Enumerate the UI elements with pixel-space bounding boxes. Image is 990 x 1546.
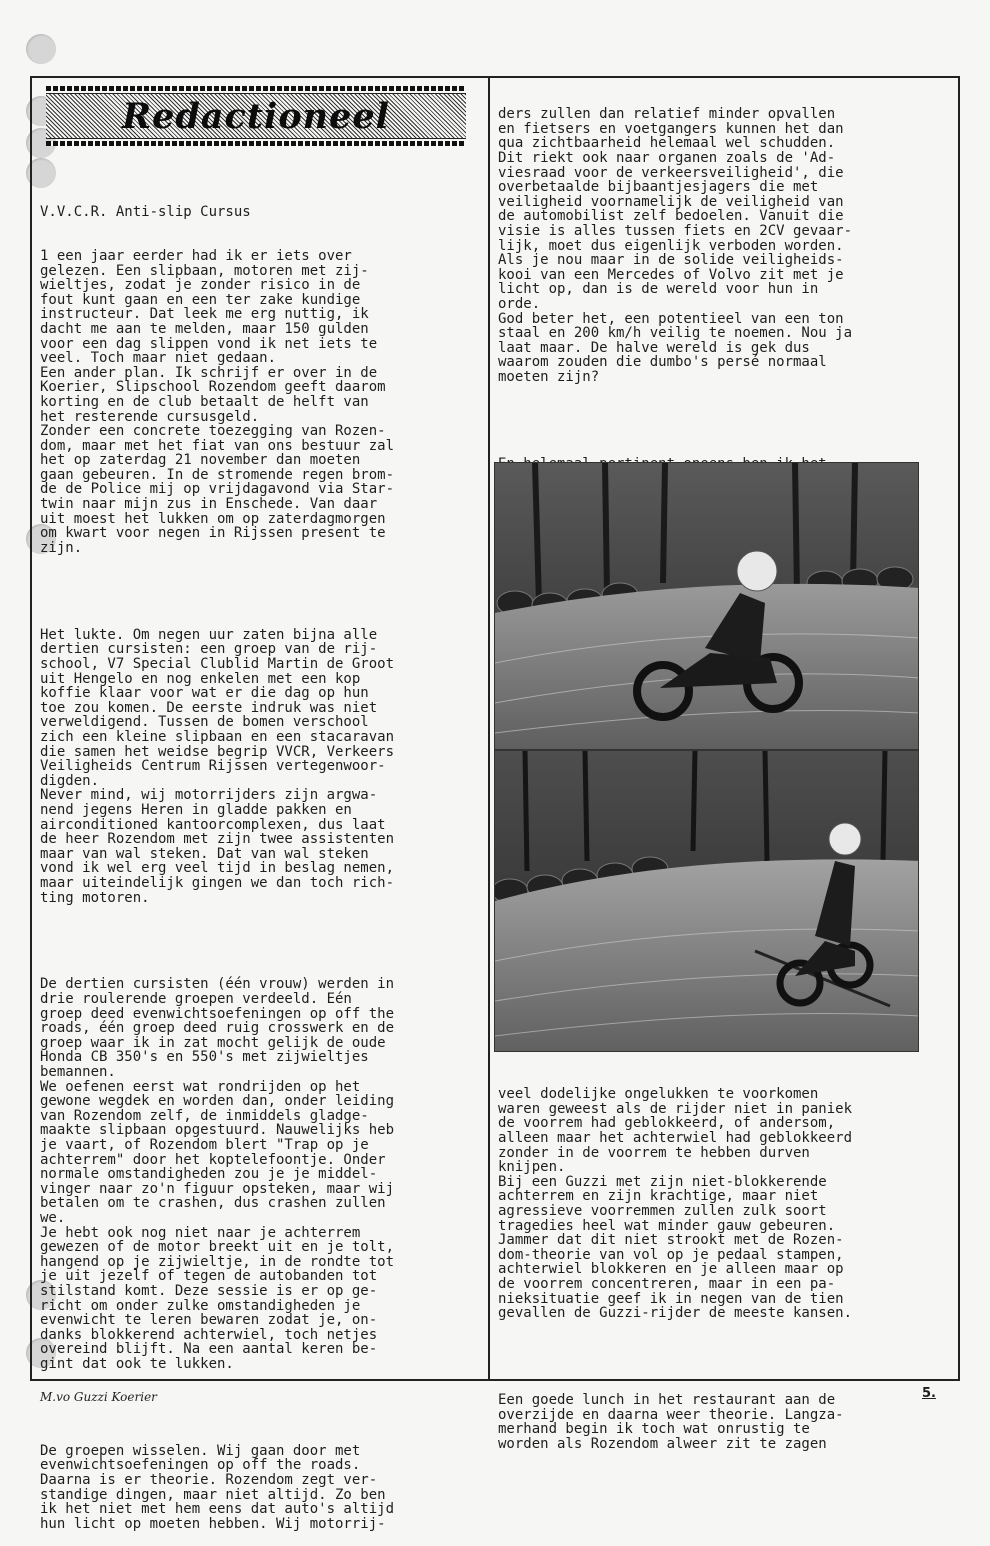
magazine-name: M.vo Guzzi Koerier	[40, 1390, 157, 1404]
motorcycle-photo-2-image	[495, 751, 919, 1052]
article-paragraph: veel dodelijke ongelukken te voorkomen waren geweest als de rijder niet in paniek de voorrem had geblokkeerd, of andersom, alleen maar het achterwiel had geblokkeerd zonder in de voorrem te hebben durven knijpen. Bij een Guzzi met zijn niet-blokkerende achterrem en zijn krachtige, maar niet agressieve voorremmen zullen zulk soort tragedies heel wat minder gauw gebeuren. Jammer dat dit niet strookt met de Rozen- dom-theorie van vol op je pedaal stampen, achterwiel blokkeren en je alleen maar op de voorrem concentreren, maar in een pa- nieksituatie geef ik in negen van de tien gevallen de Guzzi-rijder de meeste kansen.	[498, 1086, 853, 1322]
article-paragraph: De groepen wisselen. Wij gaan door met evenwichtsoefeningen op off the roads. Daarna is er theorie. Rozendom zegt ver- standige dingen, maar niet altijd. Zo ben ik het niet met hem eens dat auto's altijd hun licht op moeten hebben. Wij motorrij-	[40, 1442, 395, 1532]
article-paragraph: ders zullen dan relatief minder opvallen en fietsers en voetgangers kunnen het dan qua zichtbaarheid helemaal wel schudden. Dit riekt ook naar organen zoals de 'Ad- viesraad voor de verkeersveiligheid', die overbetaalde bijbaantjesjagers die met veiligheid voornamelijk de veiligheid van de automobilist zelf bedoelen. Vanuit die visie is alles tussen fiets en 2CV gevaar- lijk, moet dus eigenlijk verboden worden. Als je nou maar in de solide veiligheids- kooi van een Mercedes of Volvo zit met je licht op, dan is de wereld voor hun in orde. God beter het, een potentieel van een ton staal en 200 km/h veilig te noemen. Nou ja laat maar. De halve wereld is gek dus waarom zouden die dumbo's persé normaal moeten zijn?	[498, 106, 853, 385]
left-column	[40, 176, 480, 1546]
masthead-rule-bottom	[46, 141, 466, 146]
motorcycle-photo-2	[494, 750, 919, 1052]
motorcycle-photo-1-image	[495, 463, 919, 750]
motorcycle-photo-1	[494, 462, 919, 750]
page-title: Redactioneel	[122, 96, 390, 137]
masthead-rule-top	[46, 86, 466, 91]
masthead-banner	[46, 93, 466, 139]
article-paragraph: De dertien cursisten (één vrouw) werden in drie roulerende groepen verdeeld. Eén groep deed evenwichtsoefeningen op off the roads, één groep deed ruig crosswerk en de groep waar ik in zat mocht gelijk de oude Honda CB 350's en 550's met zijwieltjes bemannen. We oefenen eerst wat rondrijden op het gewone wegdek en worden dan, onder leiding van Rozendom zelf, de inmiddels gladge- maakte slipbaan opgestuurd. Nauwelijks heb je vaart, of Rozendom blert "Trap op je achterrem" door het koptelefoontje. Onder normale omstandigheden zou je je middel- vinger naar zo'n figuur opsteken, maar wij betalen om te crashen, dus crashen zullen we. Je hebt ook nog niet naar je achterrem gewezen of de motor breekt uit en je tolt, hangend op je zijwieltje, in de rondte tot je uit jezelf of tegen de autobanden tot stilstand komt. Deze sessie is er op ge- richt om onder zulke omstandigheden je evenwicht te leren bewaren zodat je, on- danks blokkerend achterwiel, toch netjes overeind blijft. Na een aantal keren be- gint dat ook te lukken.	[40, 976, 395, 1372]
binder-hole	[26, 34, 56, 64]
column-divider	[488, 76, 490, 1381]
article-subtitle: V.V.C.R. Anti-slip Cursus	[40, 204, 251, 221]
article-paragraph: Een goede lunch in het restaurant aan de overzijde en daarna weer theorie. Langza- merhand begin ik toch wat onrustig te worden als Rozendom alweer zit te zagen	[498, 1392, 844, 1452]
page-number: 5.	[922, 1386, 936, 1401]
article-paragraph: 1 een jaar eerder had ik er iets over gelezen. Een slipbaan, motoren met zij- wieltjes, zodat je zonder risico in de fout kunt gaan en een ter zake kundige instructeur. Dat leek me erg nuttig, ik dacht me aan te melden, maar 150 gulden voor een dag slippen vond ik net iets te veel. Toch maar niet gedaan. Een ander plan. Ik schrijf er over in de Koerier, Slipschool Rozendom geeft daarom korting en de club betaalt de helft van het resterende cursusgeld. Zonder een concrete toezegging van Rozen- dom, maar met het fiat van ons bestuur zal het op zaterdag 21 november dan moeten gaan gebeuren. In de stromende regen brom- de de Police mij op vrijdagavond via Star- twin naar mijn zus in Enschede. Van daar uit moest het lukken om op zaterdagmorgen om kwart voor negen in Rijssen present te zijn.	[40, 247, 395, 556]
article-paragraph: Het lukte. Om negen uur zaten bijna alle dertien cursisten: een groep van de rij- school, V7 Special Clublid Martin de Groot uit Hengelo en nog enkelen met een kop koffie klaar voor wat er die dag op hun toe zou komen. De eerste indruk was niet verweldigend. Tussen de bomen verschool zich een kleine slipbaan en een stacaravan die samen het weidse begrip VVCR, Verkeers Veiligheids Centrum Rijssen vertegenwoor- digden. Never mind, wij motorrijders zijn argwa- nend jegens Heren in gladde pakken en airconditioned kantoorcomplexen, dus laat de heer Rozendom met zijn twee assistenten maar van wal steken. Dat van wal steken vond ik wel erg veel tijd in beslag nemen, maar uiteindelijk gingen we dan toch rich- ting motoren.	[40, 626, 395, 906]
masthead	[46, 86, 466, 150]
